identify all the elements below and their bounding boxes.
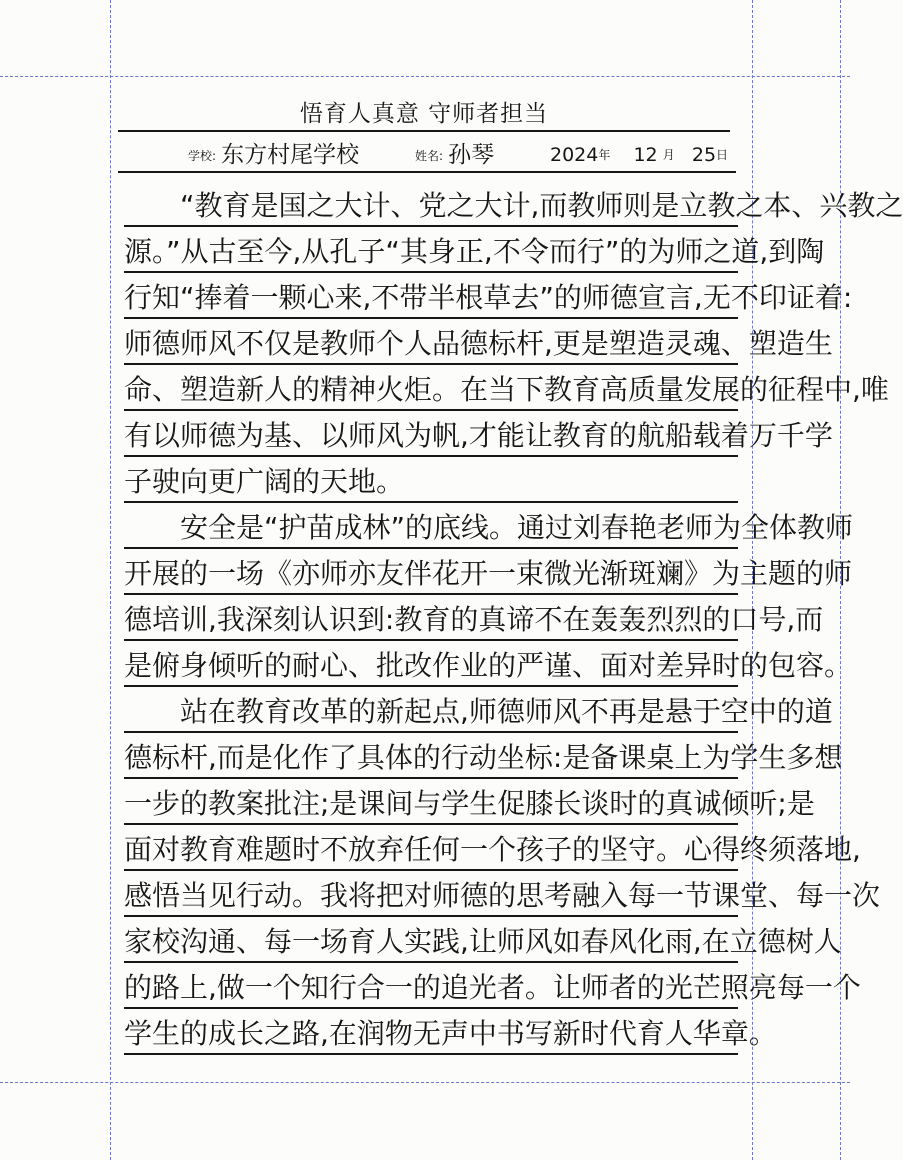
essay-line: 子驶向更广阔的天地。 — [124, 465, 405, 498]
date-day-unit: 日 — [716, 148, 729, 162]
header-underline — [118, 171, 736, 173]
essay-line: 德标杆,而是化作了具体的行动坐标:是备课桌上为学生多想 — [124, 741, 843, 774]
essay-line: 有以师德为基、以师风为帆,才能让教育的航船载着万千学 — [124, 419, 833, 452]
date-year: 2024 — [550, 144, 599, 166]
essay-line: 感悟当见行动。我将把对师德的思考融入每一节课堂、每一次 — [124, 879, 881, 912]
school-value: 东方村尾学校 — [221, 142, 360, 168]
date-day: 25 — [691, 144, 717, 166]
essay-title: 悟育人真意 守师者担当 — [299, 101, 549, 127]
name-label: 姓名: — [415, 149, 444, 163]
school-field — [188, 138, 359, 172]
essay-line: 站在教育改革的新起点,师德师风不再是悬于空中的道 — [180, 695, 833, 728]
essay-line: 行知“捧着一颗心来,不带半根草去”的师德宣言,无不印证着: — [124, 281, 853, 314]
title-underline — [118, 130, 730, 132]
essay-line: 是俯身倾听的耐心、批改作业的严谨、面对差异时的包容。 — [124, 649, 853, 682]
essay-line: 面对教育难题时不放弃任何一个孩子的坚守。心得终须落地, — [124, 833, 861, 866]
essay-line: 源。”从古至今,从孔子“其身正,不令而行”的为师之道,到陶 — [124, 235, 825, 268]
essay-line: 的路上,做一个知行合一的追光者。让师者的光芒照亮每一个 — [124, 971, 861, 1004]
date-field — [550, 138, 728, 172]
essay-line: “教育是国之大计、党之大计,而教师则是立教之本、兴教之 — [180, 189, 903, 222]
date-month-unit: 月 — [662, 148, 675, 162]
essay-line: 开展的一场《亦师亦友伴花开一束微光渐斑斓》为主题的师 — [124, 557, 853, 590]
essay-line: 学生的成长之路,在润物无声中书写新时代育人华章。 — [124, 1017, 777, 1050]
name-field — [415, 138, 494, 172]
essay-line: 师德师风不仅是教师个人品德标杆,更是塑造灵魂、塑造生 — [124, 327, 833, 360]
essay-line: 命、塑造新人的精神火炬。在当下教育高质量发展的征程中,唯 — [124, 373, 889, 406]
name-value: 孙琴 — [448, 142, 495, 168]
essay-line: 家校沟通、每一场育人实践,让师风如春风化雨,在立德树人 — [124, 925, 842, 958]
essay-line: 德培训,我深刻认识到:教育的真谛不在轰轰烈烈的口号,而 — [124, 603, 824, 636]
date-month: 12 — [633, 144, 658, 166]
date-year-unit: 年 — [598, 148, 611, 162]
essay-line: 一步的教案批注;是课间与学生促膝长谈时的真诚倾听;是 — [124, 787, 815, 820]
essay-line: 安全是“护苗成林”的底线。通过刘春艳老师为全体教师 — [180, 511, 854, 544]
school-label: 学校: — [188, 149, 217, 163]
